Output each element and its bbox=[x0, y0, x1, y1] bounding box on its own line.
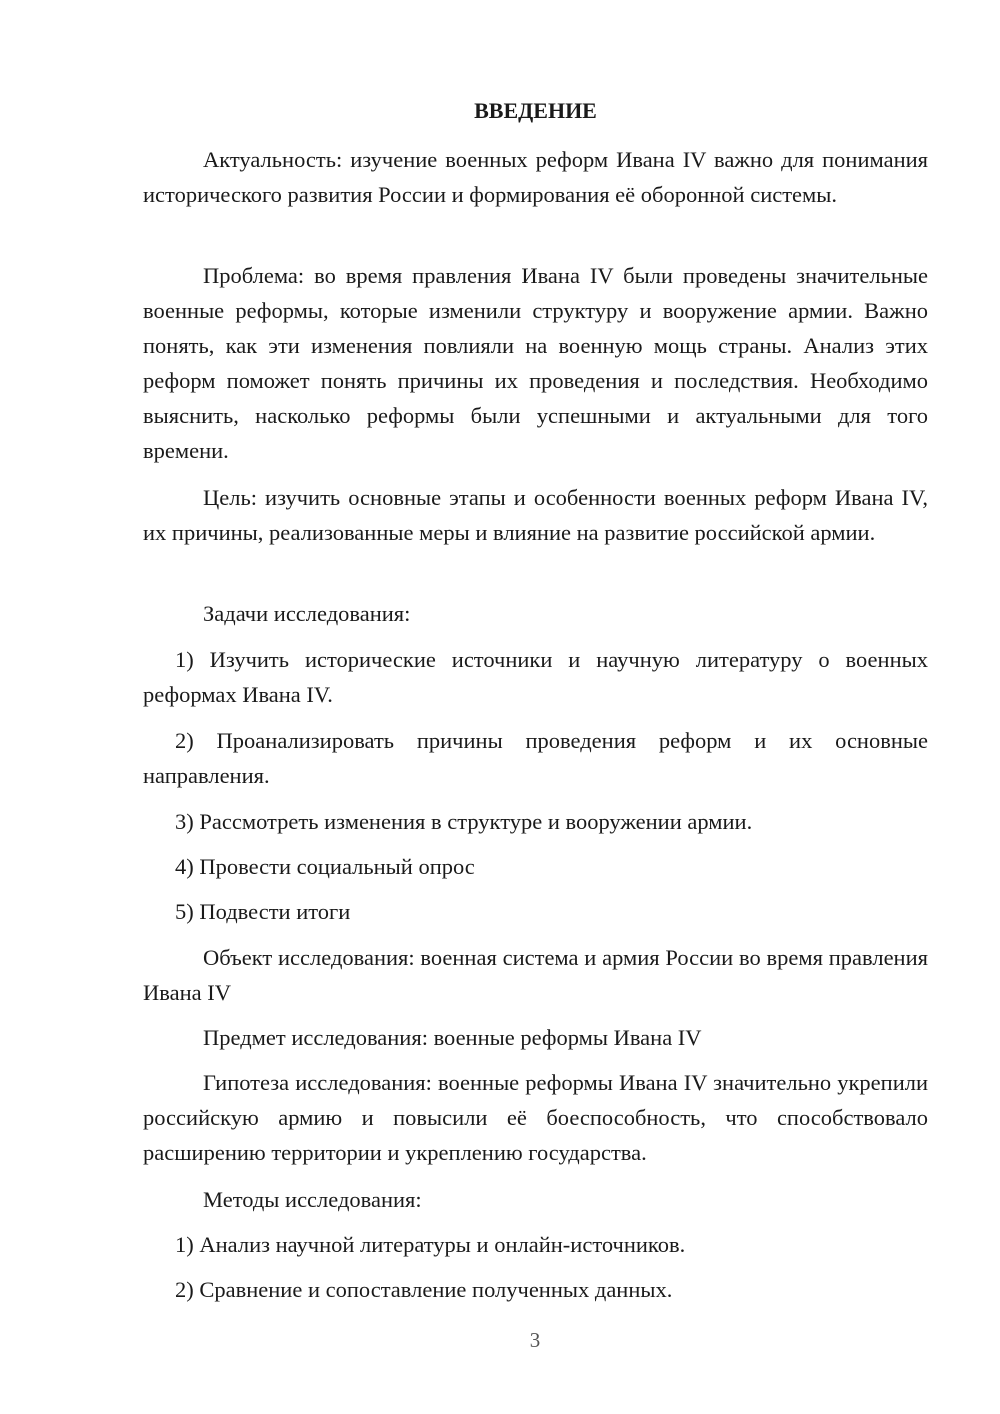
subject-paragraph: Предмет исследования: военные реформы Ивана IV bbox=[203, 1025, 702, 1050]
method-item-1: 1) Анализ научной литературы и онлайн-источников. bbox=[175, 1232, 686, 1257]
problem-paragraph: Проблема: во время правления Ивана IV были проведены значительные военные реформы, которые изменили структуру и вооружение армии. Важно понять, как эти изменения повлияли на военную мощь страны. Анализ этих реформ поможет понять причины их проведения и последствия. Необходимо выяснить, насколько реформы были успешными и актуальными для того времени. bbox=[143, 263, 928, 463]
task-item-4: 4) Провести социальный опрос bbox=[175, 854, 475, 879]
task-item-2: 2) Проанализировать причины проведения реформ и их основные направления. bbox=[143, 728, 928, 788]
task-item-3: 3) Рассмотреть изменения в структуре и вооружении армии. bbox=[175, 809, 753, 834]
object-paragraph: Объект исследования: военная система и армия России во время правления Ивана IV bbox=[143, 945, 928, 1005]
goal-paragraph: Цель: изучить основные этапы и особенности военных реформ Ивана IV, их причины, реализованные меры и влияние на развитие российской армии. bbox=[143, 485, 928, 545]
method-item-2: 2) Сравнение и сопоставление полученных данных. bbox=[175, 1277, 673, 1302]
actuality-paragraph: Актуальность: изучение военных реформ Ивана IV важно для понимания исторического развития России и формирования её оборонной системы. bbox=[143, 147, 928, 207]
task-item-1: 1) Изучить исторические источники и научную литературу о военных реформах Ивана IV. bbox=[143, 647, 928, 707]
hypothesis-paragraph: Гипотеза исследования: военные реформы Ивана IV значительно укрепили российскую армию и повысили её боеспособность, что способствовало расширению территории и укреплению государства. bbox=[143, 1070, 928, 1165]
section-title: ВВЕДЕНИЕ bbox=[474, 98, 597, 123]
page-number: 3 bbox=[529, 1328, 541, 1352]
methods-heading: Методы исследования: bbox=[203, 1187, 422, 1212]
task-item-5: 5) Подвести итоги bbox=[175, 899, 351, 924]
tasks-heading: Задачи исследования: bbox=[203, 601, 411, 626]
